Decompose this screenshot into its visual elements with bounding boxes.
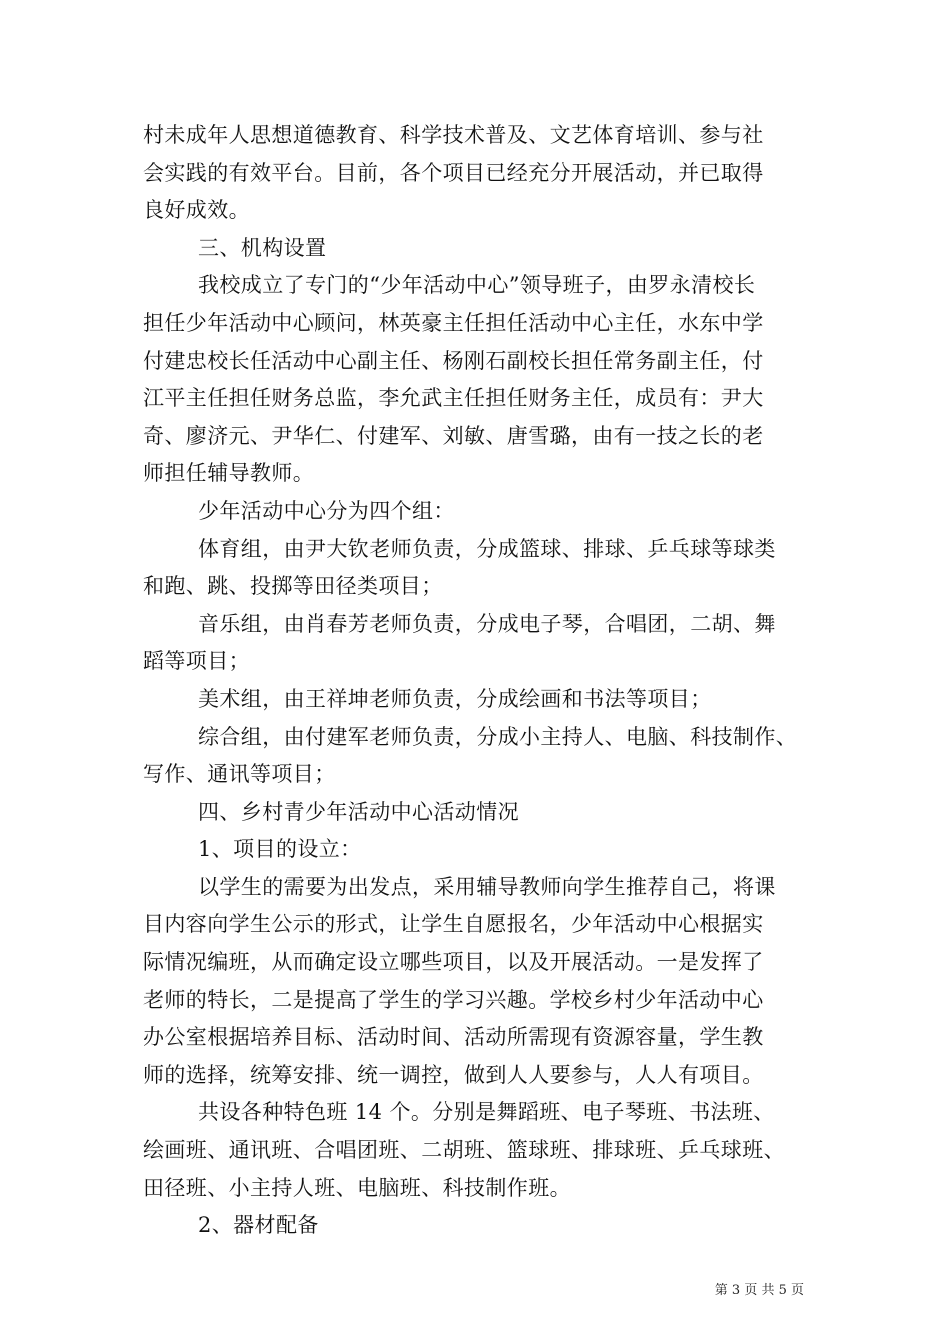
page-number: 第 3 页 共 5 页 bbox=[714, 1283, 804, 1298]
text-line: 会实践的有效平台。目前，各个项目已经充分开展活动，并已取得 bbox=[143, 160, 764, 185]
text-line: 村未成年人思想道德教育、科学技术普及、文艺体育培训、参与社 bbox=[143, 123, 764, 147]
text-line: 综合组，由付建军老师负责，分成小主持人、电脑、科技制作、 bbox=[198, 724, 798, 749]
text-line: 我校成立了专门的“少年活动中心”领导班子，由罗永清校长 bbox=[198, 273, 756, 298]
text-line: 音乐组，由肖春芳老师负责，分成电子琴，合唱团，二胡、舞 bbox=[198, 611, 776, 636]
text-line: 老师的特长，二是提高了学生的学习兴趣。学校乡村少年活动中心 bbox=[143, 987, 764, 1012]
text-line: 少年活动中心分为四个组： bbox=[198, 498, 455, 523]
text-line: 师担任辅导教师。 bbox=[143, 461, 315, 486]
document-body bbox=[143, 117, 833, 1245]
text-line: 1、项目的设立： bbox=[198, 837, 362, 862]
text-line: 良好成效。 bbox=[143, 198, 250, 223]
text-line: 写作、通讯等项目； bbox=[143, 762, 336, 787]
text-line: 目内容向学生公示的形式，让学生自愿报名，少年活动中心根据实 bbox=[143, 912, 764, 937]
text-line: 蹈等项目； bbox=[143, 649, 250, 674]
text-line: 绘画班、通讯班、合唱团班、二胡班、篮球班、排球班、乒乓球班、 bbox=[143, 1138, 785, 1163]
text-line: 体育组，由尹大钦老师负责，分成篮球、排球、乒乓球等球类 bbox=[198, 536, 776, 561]
text-line: 田径班、小主持人班、电脑班、科技制作班。 bbox=[143, 1175, 571, 1200]
text-line: 奇、廖济元、尹华仁、付建军、刘敏、唐雪璐，由有一技之长的老 bbox=[143, 423, 764, 448]
text-line: 美术组，由王祥坤老师负责，分成绘画和书法等项目； bbox=[198, 686, 712, 711]
text-line: 和跑、跳、投掷等田径类项目； bbox=[143, 574, 443, 599]
text-line: 四、乡村青少年活动中心活动情况 bbox=[198, 799, 519, 824]
text-line: 师的选择，统筹安排、统一调控，做到人人要参与，人人有项目。 bbox=[143, 1062, 764, 1087]
text-line: 付建忠校长任活动中心副主任、杨刚石副校长担任常务副主任，付 bbox=[143, 348, 764, 373]
text-line: 际情况编班，从而确定设立哪些项目，以及开展活动。一是发挥了 bbox=[143, 950, 764, 975]
text-line: 共设各种特色班 14 个。分别是舞蹈班、电子琴班、书法班、 bbox=[198, 1100, 775, 1125]
text-line: 担任少年活动中心顾问，林英豪主任担任活动中心主任，水东中学 bbox=[143, 310, 764, 335]
text-line: 江平主任担任财务总监，李允武主任担任财务主任，成员有：尹大 bbox=[143, 386, 764, 411]
text-line: 办公室根据培养目标、活动时间、活动所需现有资源容量，学生教 bbox=[143, 1025, 764, 1050]
text-line: 2、器材配备 bbox=[198, 1213, 319, 1238]
text-line: 三、机构设置 bbox=[198, 235, 327, 260]
text-line: 以学生的需要为出发点，采用辅导教师向学生推荐自己，将课 bbox=[198, 874, 776, 899]
